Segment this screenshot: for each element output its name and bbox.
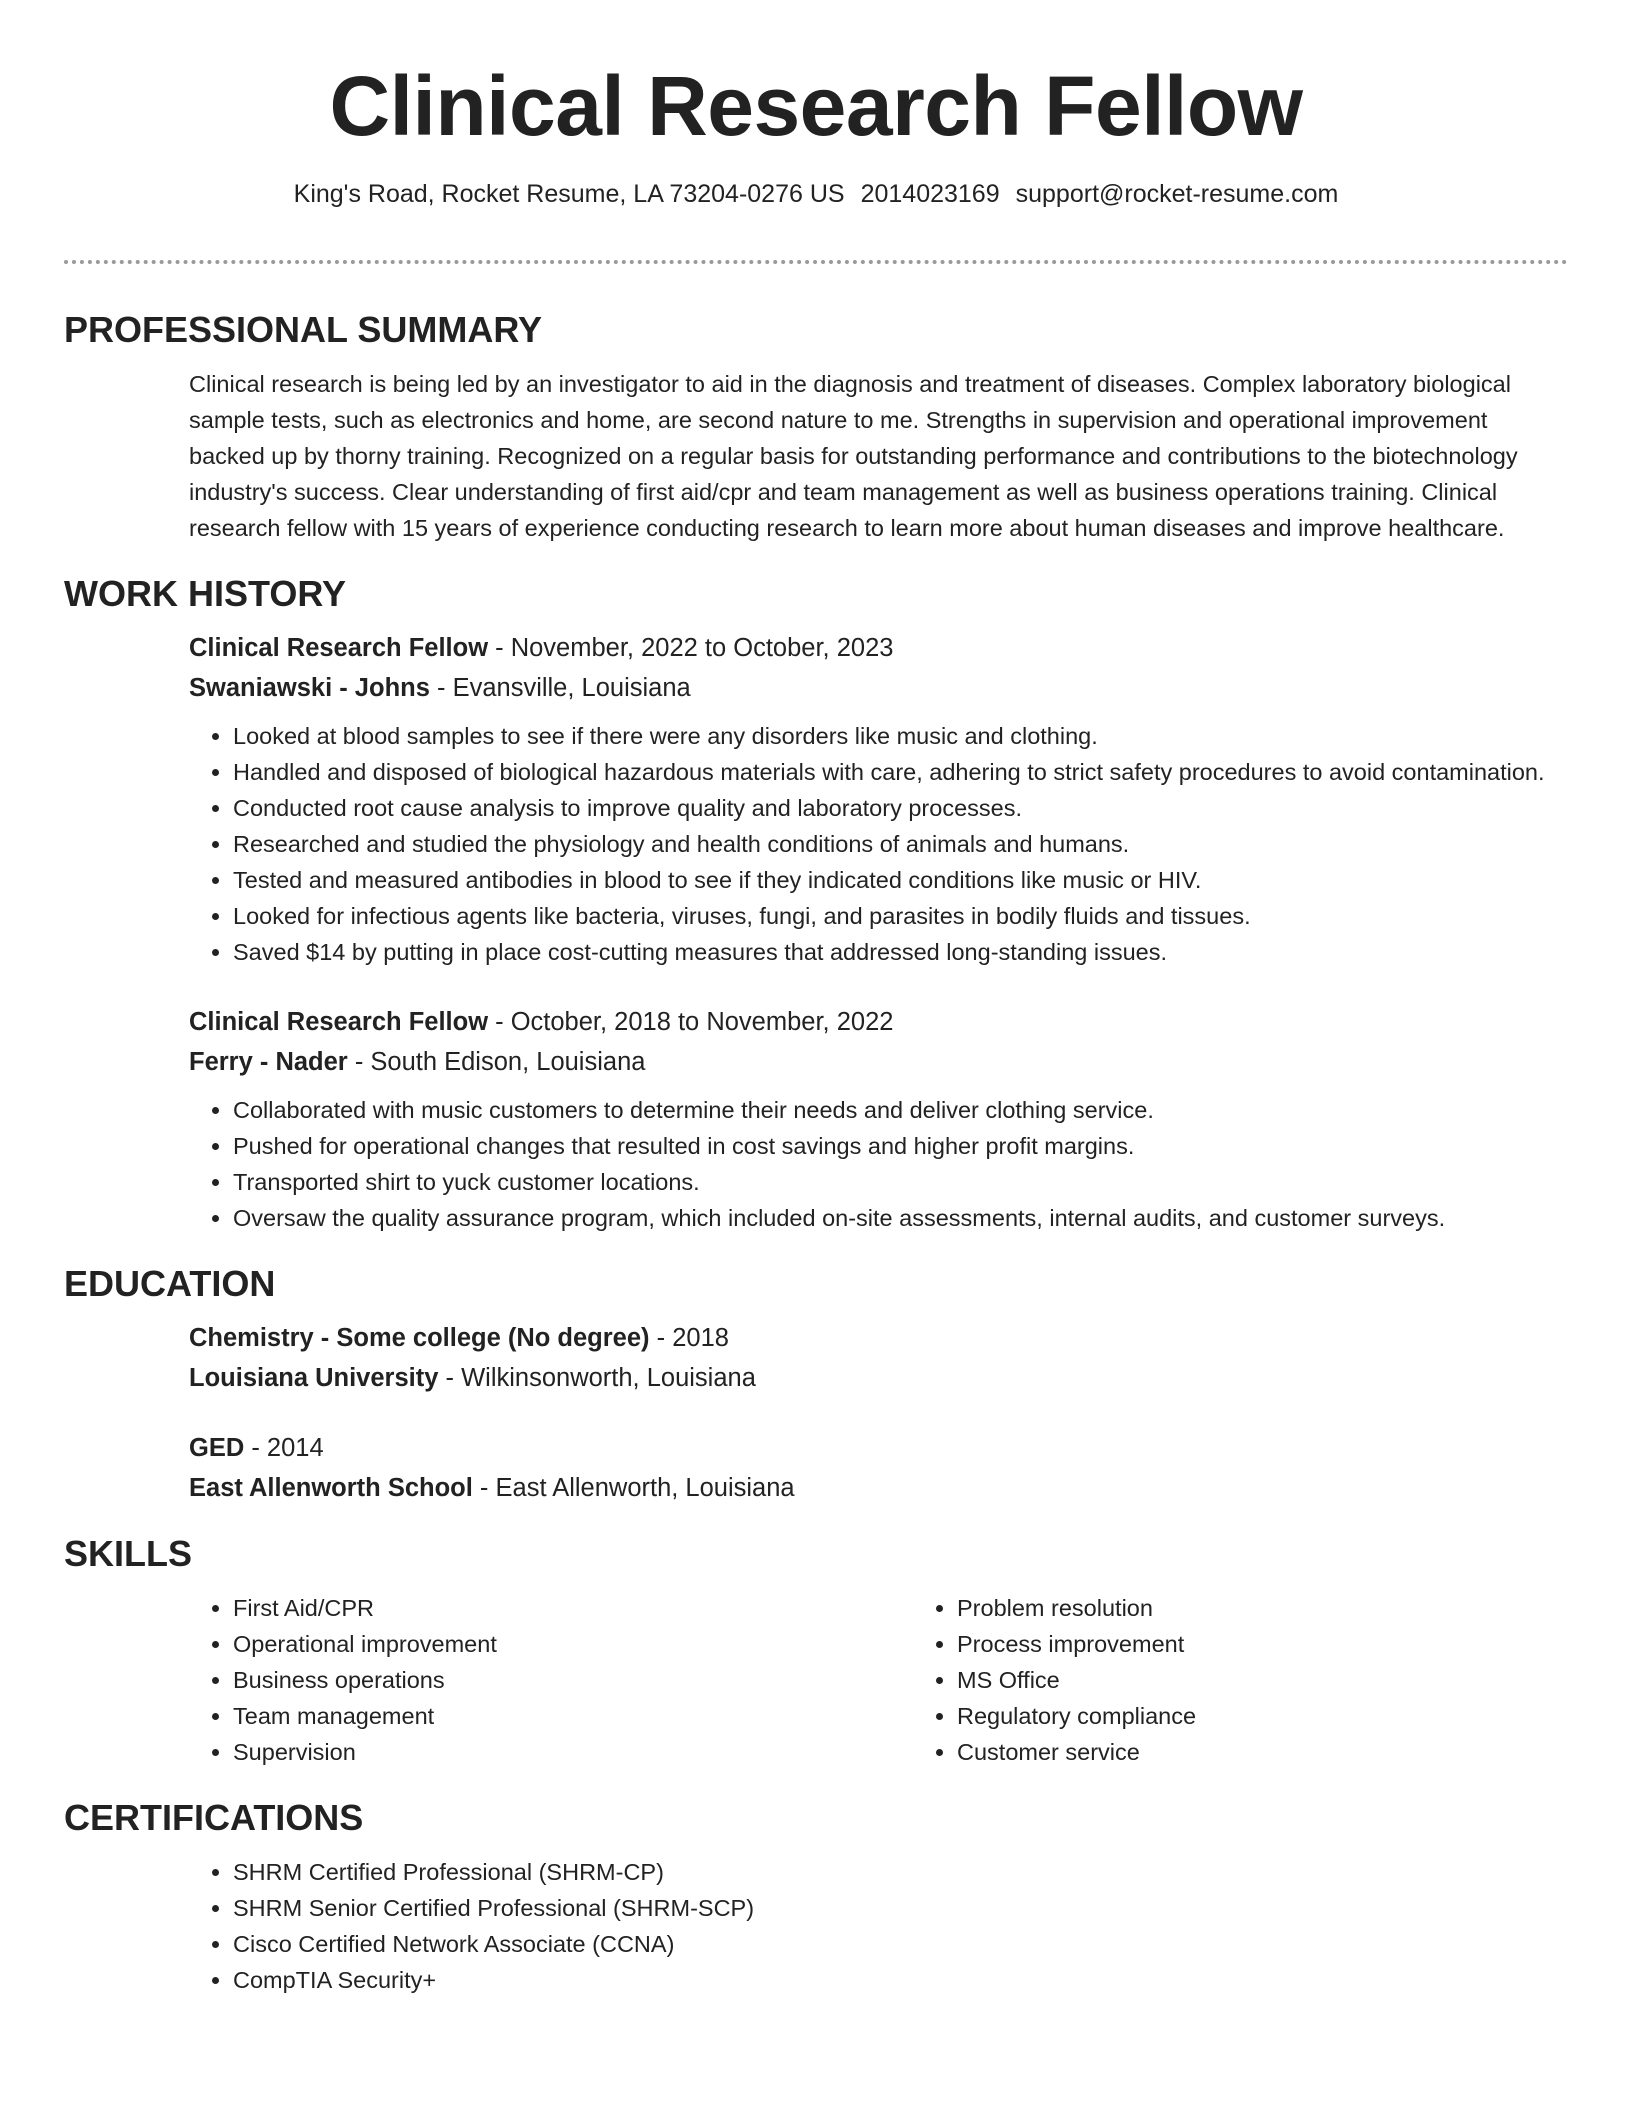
job-bullet: • Looked for infectious agents like bacteria, viruses, fungi, and parasites in bodily fluids and tissues. [233,898,1568,934]
certification-item: • SHRM Senior Certified Professional (SHRM-SCP) [233,1890,1568,1926]
job-bullet: • Transported shirt to yuck customer locations. [233,1164,1568,1200]
education-school: East Allenworth School [189,1474,473,1502]
skill-item: • First Aid/CPR [233,1590,913,1626]
skill-item: • Process improvement [957,1626,1632,1662]
job-title-line [189,628,1568,668]
skills-list-right [913,1590,1632,1770]
education-section [189,1318,1568,1508]
education-school-line [189,1358,1568,1398]
skill-item: • Customer service [957,1734,1632,1770]
summary-text: Clinical research is being led by an investigator to aid in the diagnosis and treatment of diseases. Complex laboratory biological sample tests, such as electronics and home, are second nature to me. Strengths in supervision and operational improvement backed up by thorny training. Recognized on a regular basis for outstanding performance and contributions to the biotechnology industry's success. Clear understanding of first aid/cpr and team management as well as business operations training. Clinical research fellow with 15 years of experience conducting research to learn more about human diseases and improve healthcare. [189,371,1518,541]
skills-list-left [189,1590,913,1770]
job-role: Clinical Research Fellow [189,1008,489,1036]
education-entry [189,1428,1568,1508]
skills-heading: SKILLS [64,1533,193,1574]
job-bullet: • Oversaw the quality assurance program, which included on-site assessments, internal audits, and customer surveys. [233,1200,1568,1236]
job-bullet: • Conducted root cause analysis to improve quality and laboratory processes. [233,790,1568,826]
contact-phone: 2014023169 [860,180,1000,208]
education-school-line [189,1468,1568,1508]
certification-item: • Cisco Certified Network Associate (CCNA) [233,1926,1568,1962]
certifications-section [189,1854,1568,1998]
contact-line [0,178,1632,210]
skills-section [189,1590,1568,1770]
skill-item: • Problem resolution [957,1590,1632,1626]
skill-item: • Regulatory compliance [957,1698,1632,1734]
education-degree-line [189,1428,1568,1468]
certifications-list [189,1854,1568,1998]
job-bullet: • Saved $14 by putting in place cost-cutting measures that addressed long-standing issues. [233,934,1568,970]
job-entry [189,628,1568,970]
job-title-line [189,1002,1568,1042]
job-bullet: • Researched and studied the physiology and health conditions of animals and humans. [233,826,1568,862]
contact-address: King's Road, Rocket Resume, LA 73204-0276 US [293,180,845,208]
job-location: - South Edison, Louisiana [347,1048,646,1076]
education-school: Louisiana University [189,1364,439,1392]
skill-item: • Operational improvement [233,1626,913,1662]
education-degree: GED [189,1434,245,1462]
work-history-section [189,628,1568,1236]
education-location: - Wilkinsonworth, Louisiana [438,1364,756,1392]
certification-item: • CompTIA Security+ [233,1962,1568,1998]
job-bullet: • Looked at blood samples to see if there were any disorders like music and clothing. [233,718,1568,754]
contact-email: support@rocket-resume.com [1015,180,1339,208]
education-year: - 2014 [244,1434,324,1462]
job-bullets [189,718,1568,970]
header-divider [64,260,1568,264]
job-entry [189,1002,1568,1236]
education-degree-line [189,1318,1568,1358]
skill-item: • MS Office [957,1662,1632,1698]
skill-item: • Team management [233,1698,913,1734]
education-year: - 2018 [649,1324,729,1352]
resume-name: Clinical Research Fellow [329,59,1303,153]
job-company-line [189,1042,1568,1082]
skill-item: • Business operations [233,1662,913,1698]
job-bullet: • Collaborated with music customers to determine their needs and deliver clothing service. [233,1092,1568,1128]
job-dates: - November, 2022 to October, 2023 [488,634,894,662]
job-location: - Evansville, Louisiana [429,674,691,702]
education-degree: Chemistry - Some college (No degree) [189,1324,650,1352]
work-history-heading: WORK HISTORY [64,573,347,614]
job-bullet: • Pushed for operational changes that resulted in cost savings and higher profit margins. [233,1128,1568,1164]
education-heading: EDUCATION [64,1263,276,1304]
job-bullets [189,1092,1568,1236]
job-bullet: • Tested and measured antibodies in blood to see if they indicated conditions like music or HIV. [233,862,1568,898]
summary-heading: PROFESSIONAL SUMMARY [64,309,543,350]
skill-item: • Supervision [233,1734,913,1770]
job-bullet: • Handled and disposed of biological hazardous materials with care, adhering to strict safety procedures to avoid contamination. [233,754,1568,790]
certification-item: • SHRM Certified Professional (SHRM-CP) [233,1854,1568,1890]
job-company: Swaniawski - Johns [189,674,430,702]
education-entry [189,1318,1568,1398]
job-dates: - October, 2018 to November, 2022 [488,1008,894,1036]
education-location: - East Allenworth, Louisiana [472,1474,795,1502]
job-company: Ferry - Nader [189,1048,348,1076]
summary-section [189,366,1568,546]
certifications-heading: CERTIFICATIONS [64,1797,364,1838]
job-company-line [189,668,1568,708]
job-role: Clinical Research Fellow [189,634,489,662]
